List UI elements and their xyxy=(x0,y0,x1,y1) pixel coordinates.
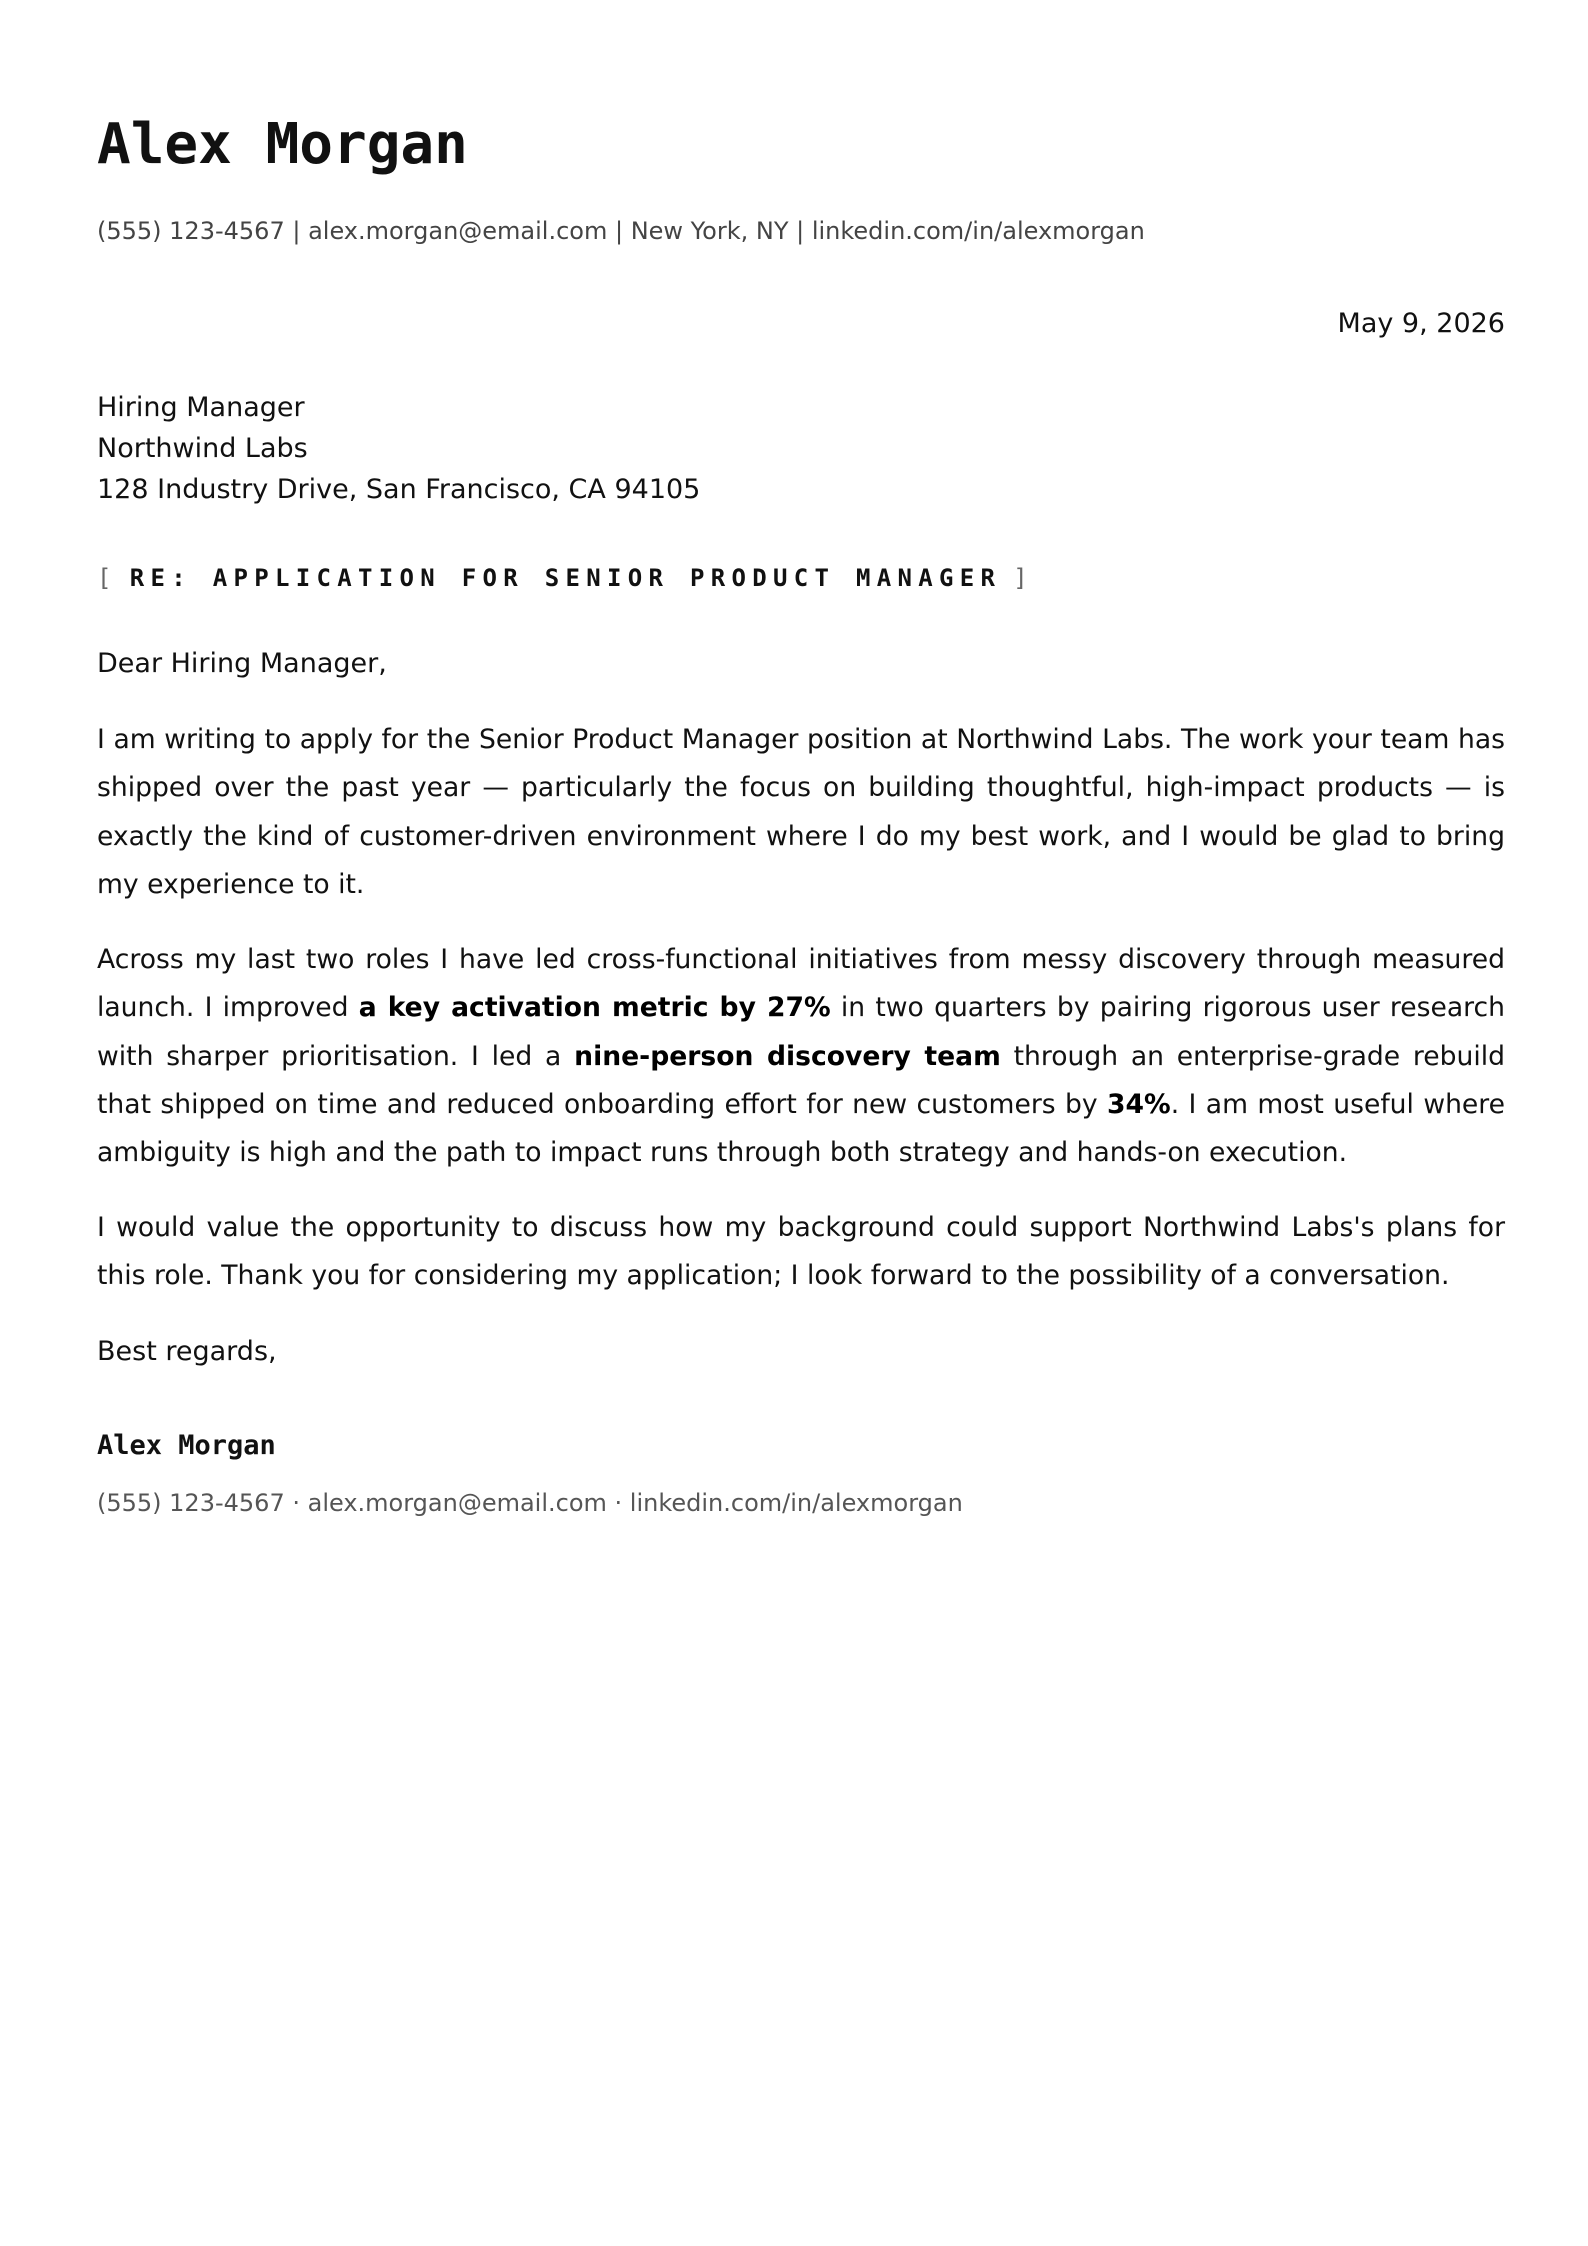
recipient-address: 128 Industry Drive, San Francisco, CA 94105 xyxy=(97,474,701,505)
signature-name: Alex Morgan xyxy=(97,1430,276,1461)
body-paragraph-2 xyxy=(97,936,1505,1177)
paragraph-text: . I am most useful where ambiguity is high and the path to impact runs through both strategy and hands-on execution. xyxy=(97,1088,1506,1169)
header-contact-line xyxy=(97,214,1145,248)
signature-linkedin: linkedin.com/in/alexmorgan xyxy=(629,1489,963,1517)
header-separator: | xyxy=(607,217,631,245)
subject-close-bracket: ] xyxy=(1013,564,1034,592)
subject-line xyxy=(97,561,1034,595)
body-paragraph-3: I would value the opportunity to discuss how my background could support Northwind Labs's plans for this role. Thank you for considering my application; I look forward to the possibility of a conversation. xyxy=(97,1212,1505,1292)
recipient-title: Hiring Manager xyxy=(97,392,305,423)
header-location: New York, NY xyxy=(630,217,789,245)
highlight-discovery-team: nine-person discovery team xyxy=(574,1040,1001,1072)
subject-text: RE: APPLICATION FOR SENIOR PRODUCT MANAGER xyxy=(129,564,1002,592)
header-phone: (555) 123-4567 xyxy=(97,217,285,245)
signature-phone: (555) 123-4567 xyxy=(97,1489,285,1517)
recipient-block xyxy=(97,387,700,510)
letter-date: May 9, 2026 xyxy=(1337,308,1505,339)
highlight-activation-metric: a key activation metric by 27% xyxy=(358,992,831,1024)
header-separator: | xyxy=(284,217,309,245)
header-separator: | xyxy=(788,217,812,245)
subject-open-bracket: [ xyxy=(97,564,118,592)
header-email: alex.morgan@email.com xyxy=(308,217,608,245)
paragraph-text: Across my last two roles I have led cross-functional initiatives from messy discovery through measured launch. I improved xyxy=(97,944,1505,1024)
salutation: Dear Hiring Manager, xyxy=(97,648,387,679)
signature-separator: · xyxy=(284,1489,308,1517)
highlight-onboarding-reduction: 34% xyxy=(1107,1088,1171,1120)
signature-contact-line xyxy=(97,1486,963,1520)
header-linkedin: linkedin.com/in/alexmorgan xyxy=(811,217,1145,245)
paragraph-text: in two quarters by pairing rigorous user research with sharper prioritisation. I led a xyxy=(97,992,1505,1072)
signature-email: alex.morgan@email.com xyxy=(307,1489,607,1517)
body-paragraph-1: I am writing to apply for the Senior Product Manager position at Northwind Labs. The work your team has shipped over the past year — particularly the focus on building thoughtful, high-impact products — is exactly the kind of customer-driven environment where I do my best work, and I would be glad to bring my experience to it. xyxy=(97,724,1505,900)
signature-separator: · xyxy=(606,1489,630,1517)
paragraph-text: through an enterprise-grade rebuild that shipped on time and reduced onboarding effort for new customers by xyxy=(97,1040,1505,1120)
recipient-company: Northwind Labs xyxy=(97,433,308,464)
applicant-name: Alex Morgan xyxy=(97,112,468,177)
closing: Best regards, xyxy=(97,1336,277,1367)
